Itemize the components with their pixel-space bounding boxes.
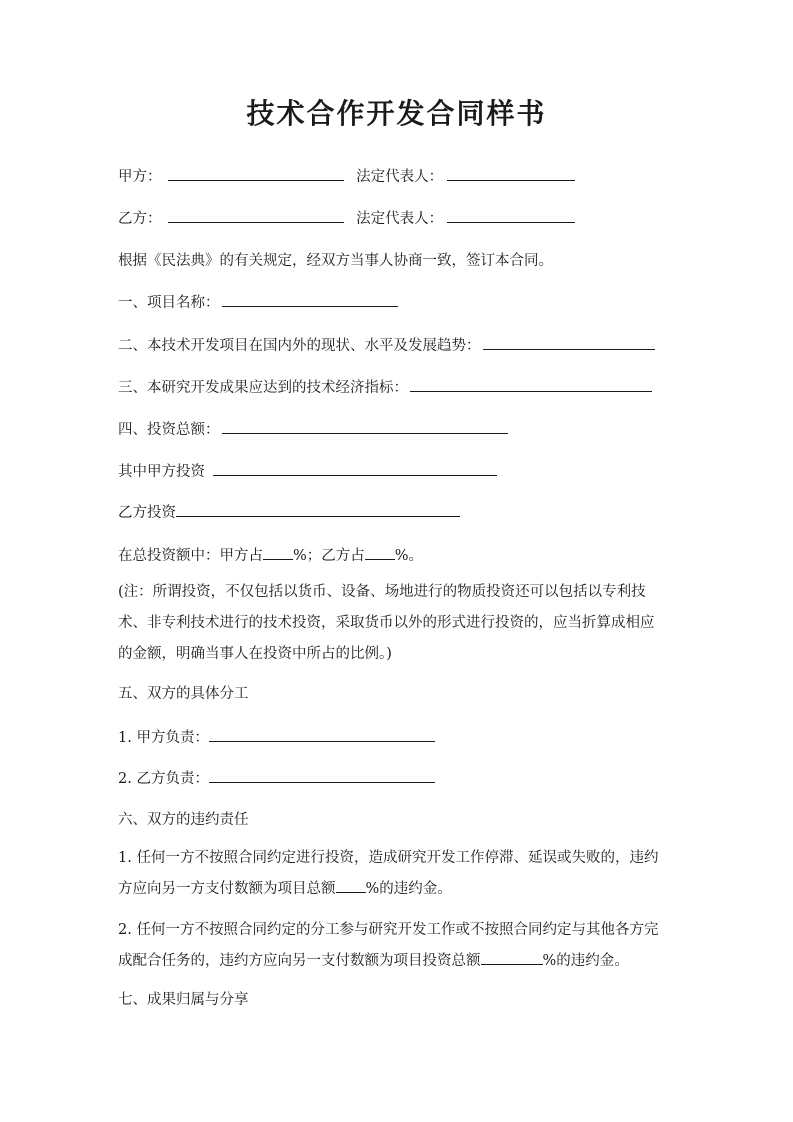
breach-2-suffix: %的违约金。 [542,953,629,969]
party-b-line [118,208,575,229]
intro-paragraph: 根据《民法典》的有关规定，经双方当事人协商一致，签订本合同。 [118,253,553,269]
item-status-label: 二、本技术开发项目在国内外的现状、水平及发展趋势： [118,338,481,354]
section-liability: 六、双方的违约责任 [118,812,249,828]
party-b-investment-label: 乙方投资 [118,505,176,521]
item-investment-total [118,419,508,440]
indicators-blank [410,377,652,392]
party-a-investment-label: 其中甲方投资 [118,464,205,480]
legal-rep-label-a: 法定代表人： [356,169,444,185]
party-a-duty-label: 1. 甲方负责： [118,730,209,746]
breach-1-suffix: %的违约金。 [365,881,452,897]
share-mid: %；乙方占 [293,548,365,564]
item-indicators-label: 三、本研究开发成果应达到的技术经济指标： [118,380,408,396]
investment-share [118,545,423,566]
party-a-label: 甲方： [118,169,162,185]
project-name-blank [222,292,398,307]
status-blank [483,335,655,350]
share-prefix: 在总投资额中：甲方占 [118,548,263,564]
item-investment-total-label: 四、投资总额： [118,422,220,438]
legal-rep-b-blank [447,208,575,223]
breach-2-percent-blank [481,950,543,965]
share-suffix: %。 [394,548,424,564]
party-b-label: 乙方： [118,211,162,227]
party-a-share-blank [263,545,293,560]
legal-rep-label-b: 法定代表人： [356,211,444,227]
party-b-duty-blank [209,768,435,783]
party-b-investment-blank [176,502,460,517]
breach-1-text: 1. 任何一方不按照合同约定进行投资，造成研究开发工作停滞、延误或失败的，违约 方应向另一方支付数额为项目总额 [118,850,659,897]
party-b-blank [168,208,344,223]
party-b-duty-label: 2. 乙方负责： [118,771,209,787]
item-indicators [118,377,652,398]
legal-rep-a-blank [447,166,575,181]
party-a-investment [118,461,497,482]
party-b-duty [118,768,435,789]
party-a-blank [168,166,344,181]
party-a-duty-blank [209,727,435,742]
investment-total-blank [222,419,508,434]
breach-clause-2 [118,915,678,977]
party-a-investment-blank [213,461,497,476]
breach-2-text: 2. 任何一方不按照合同约定的分工参与研究开发工作或不按照合同约定与其他各方完 成配合任务的，违约方应向另一支付数额为项目投资总额 [118,922,659,969]
party-a-duty [118,727,435,748]
item-status [118,335,655,356]
document-title: 技术合作开发合同样书 [246,97,547,130]
investment-note: (注：所谓投资，不仅包括以货币、设备、场地进行的物质投资还可以包括以专利技 术、非专利技术进行的技术投资，采取货币以外的形式进行投资的，应当折算成相应 的金额，明确当事人在投资中所占的比例。) [118,584,655,662]
item-project-name [118,292,398,313]
breach-clause-1 [118,843,678,905]
section-results: 七、成果归属与分享 [118,992,249,1008]
party-a-line [118,166,575,187]
section-division-of-work: 五、双方的具体分工 [118,686,249,702]
party-b-share-blank [365,545,395,560]
item-project-name-label: 一、项目名称： [118,295,220,311]
party-b-investment [118,502,460,523]
breach-1-percent-blank [336,878,366,893]
